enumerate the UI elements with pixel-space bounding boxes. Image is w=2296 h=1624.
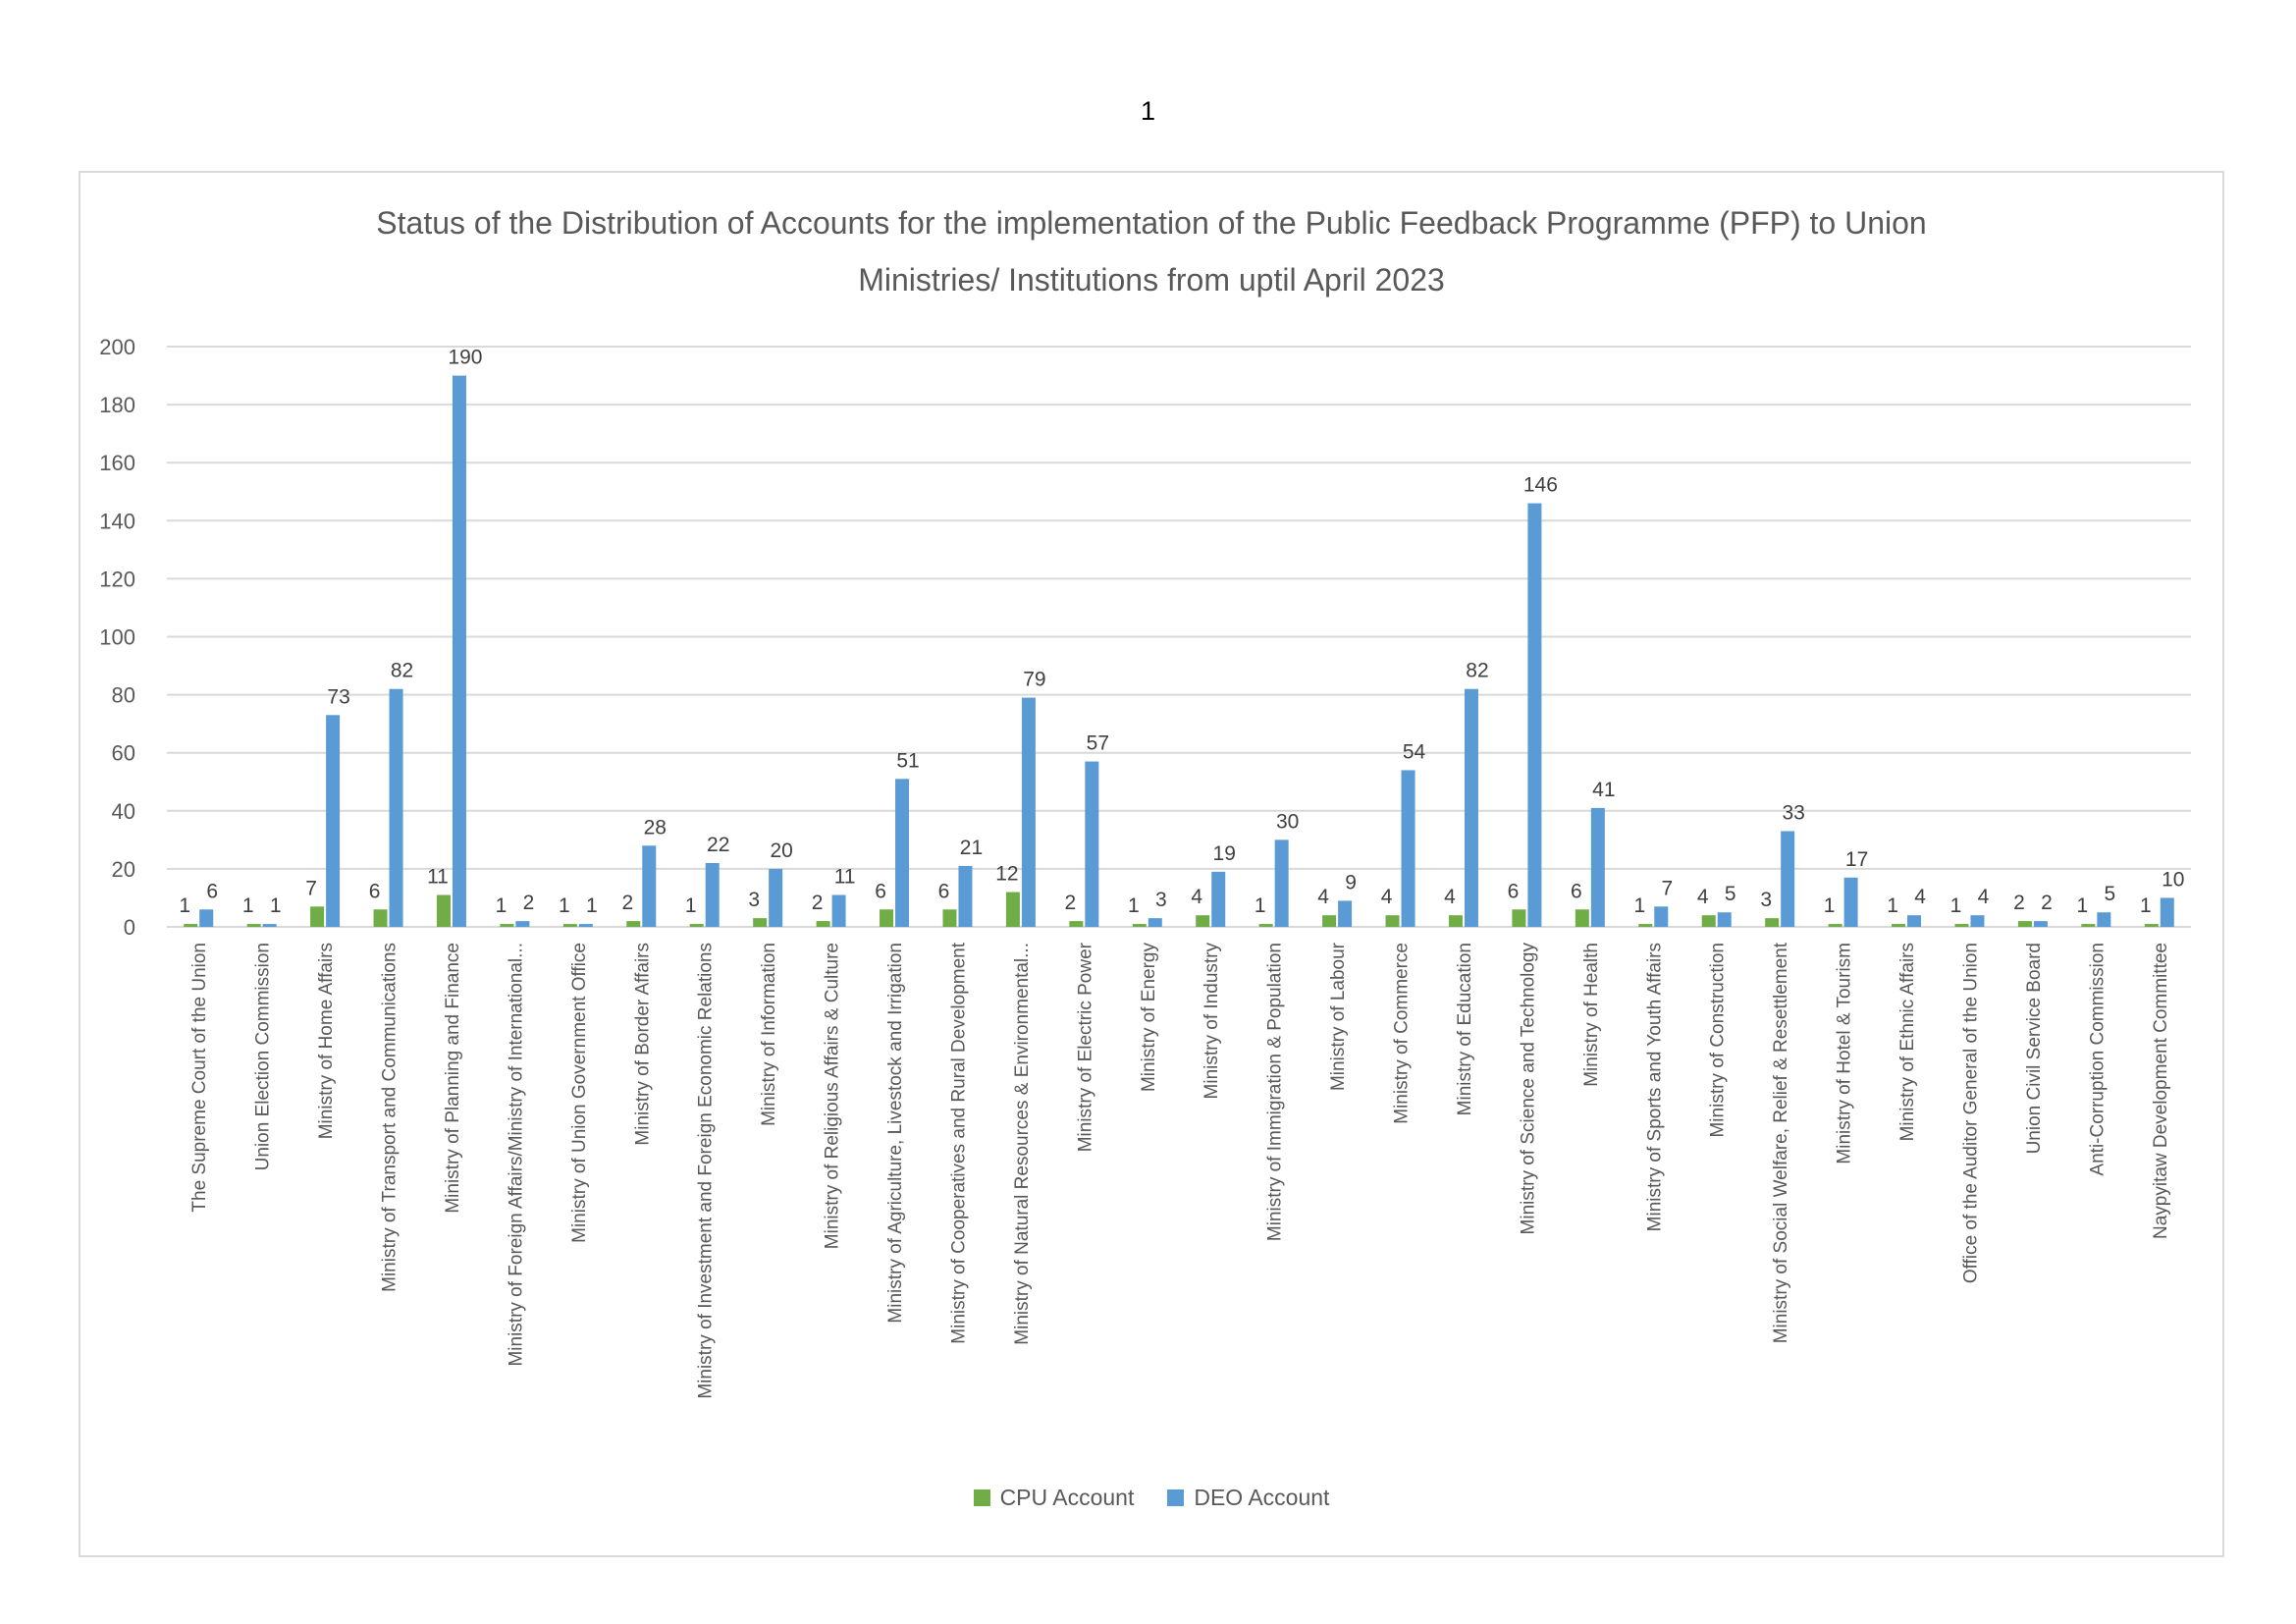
- bar-deo: [1907, 915, 1921, 927]
- bar-cpu: [1069, 921, 1083, 927]
- category-label: Office of the Auditor General of the Union: [1960, 943, 1982, 1284]
- legend-label-deo: DEO Account: [1194, 1485, 1330, 1510]
- category-label: Ministry of Immigration & Population: [1264, 943, 1286, 1242]
- category-label: Ministry of Electric Power: [1075, 943, 1096, 1153]
- bar-deo: [1148, 918, 1162, 927]
- data-label-deo: 17: [1844, 847, 1869, 871]
- bar-deo: [2161, 897, 2174, 927]
- legend-swatch-deo: [1167, 1489, 1184, 1506]
- bar-deo: [2034, 921, 2048, 927]
- data-label-deo: 28: [643, 816, 667, 839]
- y-tick-label: 180: [99, 393, 135, 418]
- y-tick-label: 120: [99, 567, 135, 592]
- bar-deo: [1970, 915, 1984, 927]
- bar-deo: [1718, 912, 1732, 927]
- category-label: Naypyitaw Development Committee: [2150, 943, 2171, 1240]
- data-label-cpu: 4: [1317, 886, 1329, 909]
- category-label: Ministry of Science and Technology: [1518, 943, 1539, 1235]
- bar-deo: [706, 863, 720, 927]
- bar-deo: [1402, 770, 1415, 927]
- data-label-cpu: 2: [1064, 892, 1077, 915]
- data-label-cpu: 6: [368, 880, 381, 903]
- bar-cpu: [1196, 915, 1209, 927]
- data-label-deo: 1: [586, 894, 598, 918]
- page-number: 1: [1140, 96, 1156, 126]
- category-label: The Supreme Court of the Union: [189, 943, 211, 1213]
- bar-cpu: [310, 906, 324, 927]
- bar-cpu: [1829, 924, 1842, 927]
- bar-deo: [453, 376, 466, 927]
- category-label: Ministry of Commerce: [1391, 943, 1413, 1124]
- category-label: Ministry of Home Affairs: [316, 943, 338, 1140]
- data-label-cpu: 1: [241, 894, 254, 918]
- chart-title-line-2: Ministries/ Institutions from uptil April 2023: [858, 262, 1445, 298]
- bar-deo: [263, 924, 277, 927]
- bar-cpu: [2018, 921, 2032, 927]
- data-label-deo: 190: [448, 346, 483, 369]
- data-label-deo: 11: [833, 865, 856, 889]
- bar-cpu: [1259, 924, 1273, 927]
- category-label: Union Election Commission: [252, 943, 274, 1171]
- category-label: Ministry of Planning and Finance: [442, 943, 463, 1214]
- bar-deo: [1781, 831, 1794, 927]
- bar-deo: [1022, 698, 1036, 927]
- bar-cpu: [1133, 924, 1147, 927]
- data-label-cpu: 1: [1949, 894, 1962, 918]
- data-label-deo: 54: [1402, 740, 1426, 764]
- bar-deo: [2097, 912, 2110, 927]
- data-label-cpu: 6: [1571, 880, 1582, 903]
- bar-chart-svg: [80, 173, 2226, 1559]
- bar-cpu: [1638, 924, 1652, 927]
- data-label-cpu: 4: [1191, 886, 1203, 909]
- data-label-deo: 22: [707, 833, 730, 856]
- bar-cpu: [563, 924, 577, 927]
- data-label-deo: 10: [2162, 868, 2185, 892]
- data-label-deo: 57: [1086, 731, 1110, 755]
- bar-deo: [1465, 689, 1478, 927]
- bar-cpu: [753, 918, 767, 927]
- category-label: Ministry of Ethnic Affairs: [1897, 943, 1919, 1142]
- category-label: Ministry of Labour: [1328, 943, 1350, 1092]
- data-label-cpu: 6: [1507, 880, 1520, 903]
- bar-deo: [579, 924, 593, 927]
- category-label: Union Civil Service Board: [2023, 943, 2045, 1155]
- data-label-cpu: 1: [2076, 894, 2089, 918]
- data-label-deo: 2: [522, 892, 535, 915]
- bar-cpu: [1702, 915, 1716, 927]
- bar-cpu: [942, 909, 956, 927]
- category-label: Ministry of Union Government Office: [568, 943, 590, 1243]
- category-label: Ministry of Agriculture, Livestock and Irrigation: [885, 943, 907, 1324]
- data-label-cpu: 1: [1887, 894, 1898, 918]
- bar-deo: [326, 715, 340, 927]
- data-label-cpu: 1: [559, 894, 570, 918]
- data-label-cpu: 6: [875, 880, 886, 903]
- category-label: Ministry of Natural Resources & Environmental...: [1011, 943, 1033, 1345]
- bar-cpu: [1765, 918, 1779, 927]
- y-tick-label: 20: [111, 856, 135, 882]
- bar-cpu: [500, 924, 513, 927]
- data-label-cpu: 2: [621, 892, 634, 915]
- bar-deo: [1654, 906, 1668, 927]
- category-label: Ministry of Information: [759, 943, 780, 1126]
- data-label-cpu: 2: [2013, 892, 2025, 915]
- bar-cpu: [2145, 924, 2159, 927]
- data-label-cpu: 2: [811, 892, 824, 915]
- bar-deo: [1527, 504, 1541, 927]
- data-label-cpu: 7: [305, 877, 317, 900]
- legend-item-cpu: [974, 1485, 1135, 1511]
- data-label-deo: 6: [206, 880, 219, 903]
- bar-deo: [1085, 762, 1098, 927]
- data-label-cpu: 1: [1254, 894, 1266, 918]
- bar-cpu: [690, 924, 704, 927]
- bar-deo: [1338, 900, 1352, 927]
- bar-cpu: [1512, 909, 1525, 927]
- category-label: Ministry of Construction: [1707, 943, 1729, 1138]
- category-label: Ministry of Education: [1454, 943, 1475, 1116]
- data-label-deo: 51: [896, 749, 920, 773]
- data-label-deo: 82: [1466, 659, 1489, 682]
- bar-deo: [199, 909, 213, 927]
- bar-deo: [832, 894, 846, 927]
- bar-cpu: [1006, 893, 1020, 927]
- bar-cpu: [817, 921, 830, 927]
- category-label: Ministry of Energy: [1138, 943, 1159, 1093]
- bar-cpu: [184, 924, 197, 927]
- data-label-cpu: 1: [179, 894, 191, 918]
- data-label-deo: 5: [2104, 883, 2116, 906]
- category-label: Ministry of Investment and Foreign Economic Relations: [695, 943, 717, 1399]
- y-tick-label: 0: [123, 915, 135, 940]
- bar-cpu: [1575, 909, 1589, 927]
- legend-swatch-cpu: [974, 1489, 990, 1506]
- bar-deo: [515, 921, 529, 927]
- data-label-deo: 9: [1345, 871, 1357, 894]
- data-label-deo: 82: [390, 659, 414, 682]
- y-tick-label: 80: [111, 682, 135, 708]
- y-tick-label: 60: [111, 740, 135, 766]
- category-label: Ministry of Industry: [1201, 943, 1223, 1100]
- data-label-deo: 4: [1914, 886, 1926, 909]
- legend-item-deo: [1167, 1485, 1329, 1511]
- data-label-cpu: 4: [1380, 886, 1393, 909]
- data-label-cpu: 1: [1127, 894, 1140, 918]
- data-label-cpu: 3: [748, 889, 760, 912]
- category-label: Ministry of Foreign Affairs/Ministry of International...: [506, 943, 527, 1367]
- category-label: Ministry of Sports and Youth Affairs: [1644, 943, 1666, 1232]
- bar-deo: [390, 689, 403, 927]
- data-label-deo: 21: [959, 836, 984, 859]
- data-label-cpu: 1: [684, 894, 697, 918]
- data-label-deo: 2: [2041, 892, 2053, 915]
- category-label: Ministry of Transport and Communications: [379, 943, 400, 1292]
- category-label: Ministry of Border Affairs: [632, 943, 654, 1146]
- data-label-cpu: 12: [995, 862, 1019, 886]
- data-label-deo: 3: [1154, 889, 1167, 912]
- y-tick-label: 100: [99, 624, 135, 650]
- bar-deo: [642, 845, 656, 927]
- data-label-cpu: 1: [495, 894, 507, 918]
- data-label-cpu: 3: [1760, 889, 1772, 912]
- data-label-cpu: 1: [1823, 894, 1836, 918]
- bar-cpu: [880, 909, 893, 927]
- legend-label-cpu: CPU Account: [999, 1485, 1135, 1510]
- category-label: Ministry of Cooperatives and Rural Development: [948, 943, 970, 1344]
- bar-cpu: [2081, 924, 2095, 927]
- bar-cpu: [1954, 924, 1968, 927]
- data-label-deo: 30: [1275, 810, 1300, 834]
- data-label-cpu: 11: [427, 865, 449, 889]
- bar-cpu: [626, 921, 640, 927]
- bar-cpu: [1449, 915, 1463, 927]
- data-label-deo: 4: [1977, 886, 1990, 909]
- y-tick-label: 160: [99, 451, 135, 476]
- data-label-deo: 41: [1592, 778, 1616, 801]
- bar-deo: [1275, 839, 1289, 927]
- chart-legend: [80, 1485, 2222, 1511]
- data-label-cpu: 1: [2139, 894, 2152, 918]
- category-label: Ministry of Health: [1580, 943, 1602, 1087]
- category-label: Ministry of Social Welfare, Relief & Resettlement: [1771, 943, 1792, 1344]
- data-label-deo: 20: [770, 839, 793, 862]
- bar-cpu: [374, 909, 388, 927]
- data-label-deo: 33: [1782, 801, 1805, 825]
- data-label-deo: 5: [1724, 883, 1736, 906]
- y-tick-label: 200: [99, 335, 135, 359]
- data-label-deo: 146: [1522, 473, 1558, 497]
- data-label-cpu: 4: [1696, 886, 1709, 909]
- chart-container: [79, 171, 2224, 1557]
- data-label-deo: 79: [1023, 668, 1046, 691]
- category-label: Ministry of Hotel & Tourism: [1834, 943, 1855, 1164]
- bar-deo: [1844, 878, 1858, 927]
- bar-cpu: [247, 924, 261, 927]
- category-label: Anti-Corruption Commission: [2087, 943, 2109, 1176]
- category-label: Ministry of Religious Affairs & Culture: [822, 943, 843, 1250]
- y-tick-label: 140: [99, 509, 135, 534]
- data-label-cpu: 1: [1633, 894, 1646, 918]
- bar-deo: [1211, 872, 1225, 927]
- data-label-cpu: 6: [937, 880, 950, 903]
- data-label-deo: 1: [269, 894, 282, 918]
- bar-deo: [1591, 808, 1605, 927]
- data-label-deo: 19: [1212, 841, 1236, 865]
- y-tick-label: 40: [111, 798, 135, 824]
- data-label-deo: 7: [1661, 877, 1674, 900]
- bar-deo: [958, 866, 972, 927]
- chart-title-line-1: Status of the Distribution of Accounts for the implementation of the Public Feedback Programme (PFP) to Union: [376, 205, 1927, 241]
- data-label-cpu: 4: [1444, 886, 1456, 909]
- bar-deo: [895, 779, 909, 927]
- data-label-deo: 73: [327, 685, 350, 709]
- bar-cpu: [1892, 924, 1905, 927]
- bar-deo: [769, 869, 782, 927]
- bar-cpu: [1386, 915, 1400, 927]
- bar-cpu: [437, 894, 451, 927]
- bar-cpu: [1322, 915, 1336, 927]
